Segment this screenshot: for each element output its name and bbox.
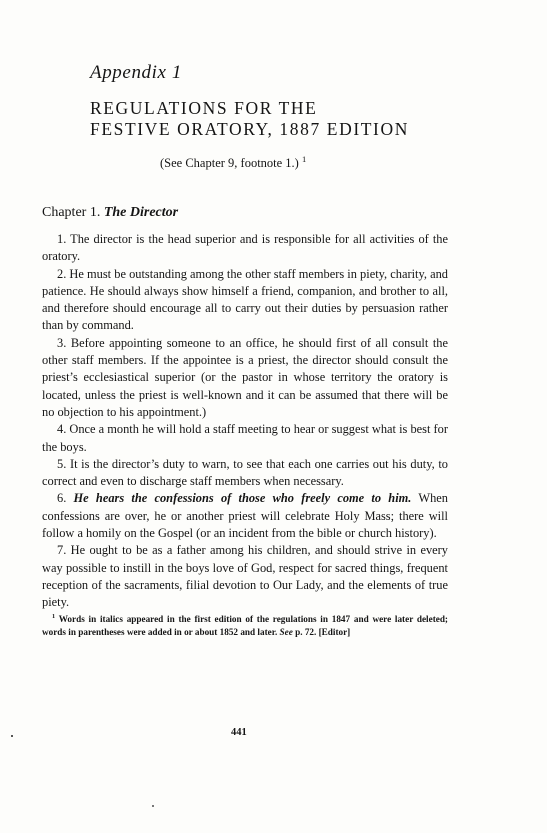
- chapter-heading: [42, 205, 178, 221]
- see-note: [160, 153, 307, 171]
- chapter-number: Chapter 1.: [42, 205, 101, 220]
- footnote-paragraph: [42, 613, 448, 639]
- paragraph-6-italic: He hears the confessions of those who freely come to him.: [73, 491, 412, 506]
- paragraph-5: 5. It is the director’s duty to warn, to see that each one carries out his duty, to correct and even to discharge staff members when necessary.: [42, 456, 448, 489]
- footnote: [42, 613, 448, 639]
- paragraph-2: 2. He must be outstanding among the other staff members in piety, charity, and patience. He should always show himself a friend, companion, and brother to all, and therefore should encourage all to carry out their duties by persuasion rather than by command.: [42, 266, 448, 333]
- footnote-ref: p. 72. [Editor]: [295, 627, 351, 637]
- appendix-heading: Appendix 1: [90, 62, 183, 83]
- see-note-footnote-ref: 1: [301, 153, 307, 164]
- body-text: [42, 231, 448, 612]
- page-title: [90, 98, 409, 140]
- paragraph-6-number: 6.: [57, 491, 67, 506]
- paragraph-4: 4. Once a month he will hold a staff meeting to hear or suggest what is best for the boys.: [42, 422, 448, 454]
- paragraph-3: 3. Before appointing someone to an office, he should first of all consult the other staff members. If the appointee is a priest, the director should consult the priest’s ecclesiastical superior (or the pastor in whose territory the oratory is located, unless the priest is well-known and it can be assumed that there will be no objection to his appointment.): [42, 335, 448, 419]
- title-line-1: REGULATIONS FOR THE: [90, 98, 318, 118]
- paragraph-1: 1. The director is the head superior and is responsible for all activities of the oratory.: [42, 232, 448, 264]
- footnote-see: See: [279, 627, 293, 637]
- footnote-text: Words in italics appeared in the first edition of the regulations in 1847 and were later deleted; words in parentheses were added in or about 1852 and later.: [42, 614, 448, 637]
- footnote-marker: 1: [52, 612, 56, 620]
- title-line-2: FESTIVE ORATORY, 1887 EDITION: [90, 119, 409, 139]
- chapter-title: The Director: [103, 205, 179, 220]
- paragraph-6-rest: When confessions are over, he or another priest will celebrate Holy Mass; there will follow a homily on the Gospel (or an incident from the bible or church history).: [42, 491, 448, 541]
- paragraph-6: [42, 490, 448, 542]
- scan-speck: [152, 805, 154, 807]
- see-note-text: (See Chapter 9, footnote 1.): [160, 156, 299, 170]
- page-number: 441: [231, 727, 247, 738]
- paragraph-7: 7. He ought to be as a father among his children, and should strive in every way possible to instill in the boys love of God, respect for sacred things, frequent reception of the sacraments, filial devotion to Our Lady, and the elements of true piety.: [42, 543, 448, 610]
- scan-speck: [11, 735, 13, 737]
